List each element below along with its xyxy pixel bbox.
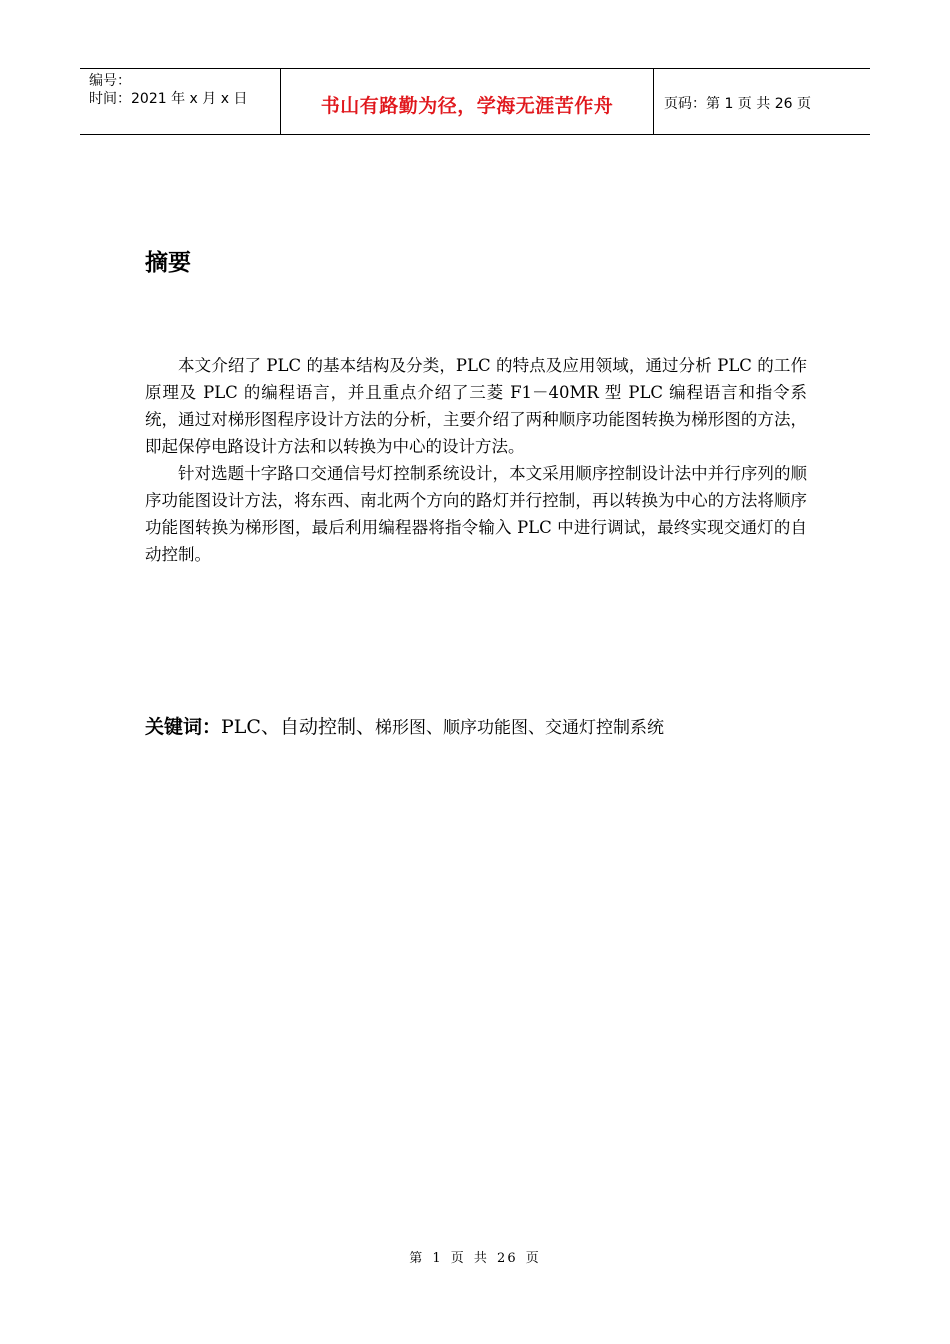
- motto-text: 书山有路勤为径，学海无涯苦作舟: [320, 95, 614, 117]
- keywords-line: [145, 712, 664, 739]
- keywords-list-part1: PLC、自动控制、: [221, 716, 375, 738]
- keywords-list-part2: 梯形图、顺序功能图、交通灯控制系统: [374, 718, 664, 738]
- serial-number-label: 编号：: [89, 73, 131, 89]
- header-meta-cell: [80, 69, 281, 134]
- abstract-body: [145, 352, 807, 568]
- header-page-cell: [654, 69, 870, 134]
- abstract-title: 摘要: [145, 250, 191, 276]
- document-header: [80, 68, 870, 135]
- header-motto-cell: [281, 69, 654, 134]
- abstract-paragraph: 针对选题十字路口交通信号灯控制系统设计，本文采用顺序控制设计法中并行序列的顺序功能图设计方法，将东西、南北两个方向的路灯并行控制，再以转换为中心的方法将顺序功能图转换为梯形图，最后利用编程器将指令输入 PLC 中进行调试，最终实现交通灯的自动控制。: [145, 464, 807, 564]
- page-footer: 第 1 页 共 26 页: [409, 1251, 541, 1266]
- date-label: 时间：2021 年 x 月 x 日: [89, 91, 248, 107]
- keywords-label: 关键词：: [145, 716, 222, 738]
- abstract-paragraph: 本文介绍了 PLC 的基本结构及分类，PLC 的特点及应用领域，通过分析 PLC 的工作原理及 PLC 的编程语言，并且重点介绍了三菱 F1－40MR 型 PLC 编程语言和指令系统，通过对梯形图程序设计方法的分析，主要介绍了两种顺序功能图转换为梯形图的方法，即起保停电路设计方法和以转换为中心的设计方法。: [145, 356, 807, 456]
- header-page-code: 页码：第 1 页 共 26 页: [664, 95, 811, 112]
